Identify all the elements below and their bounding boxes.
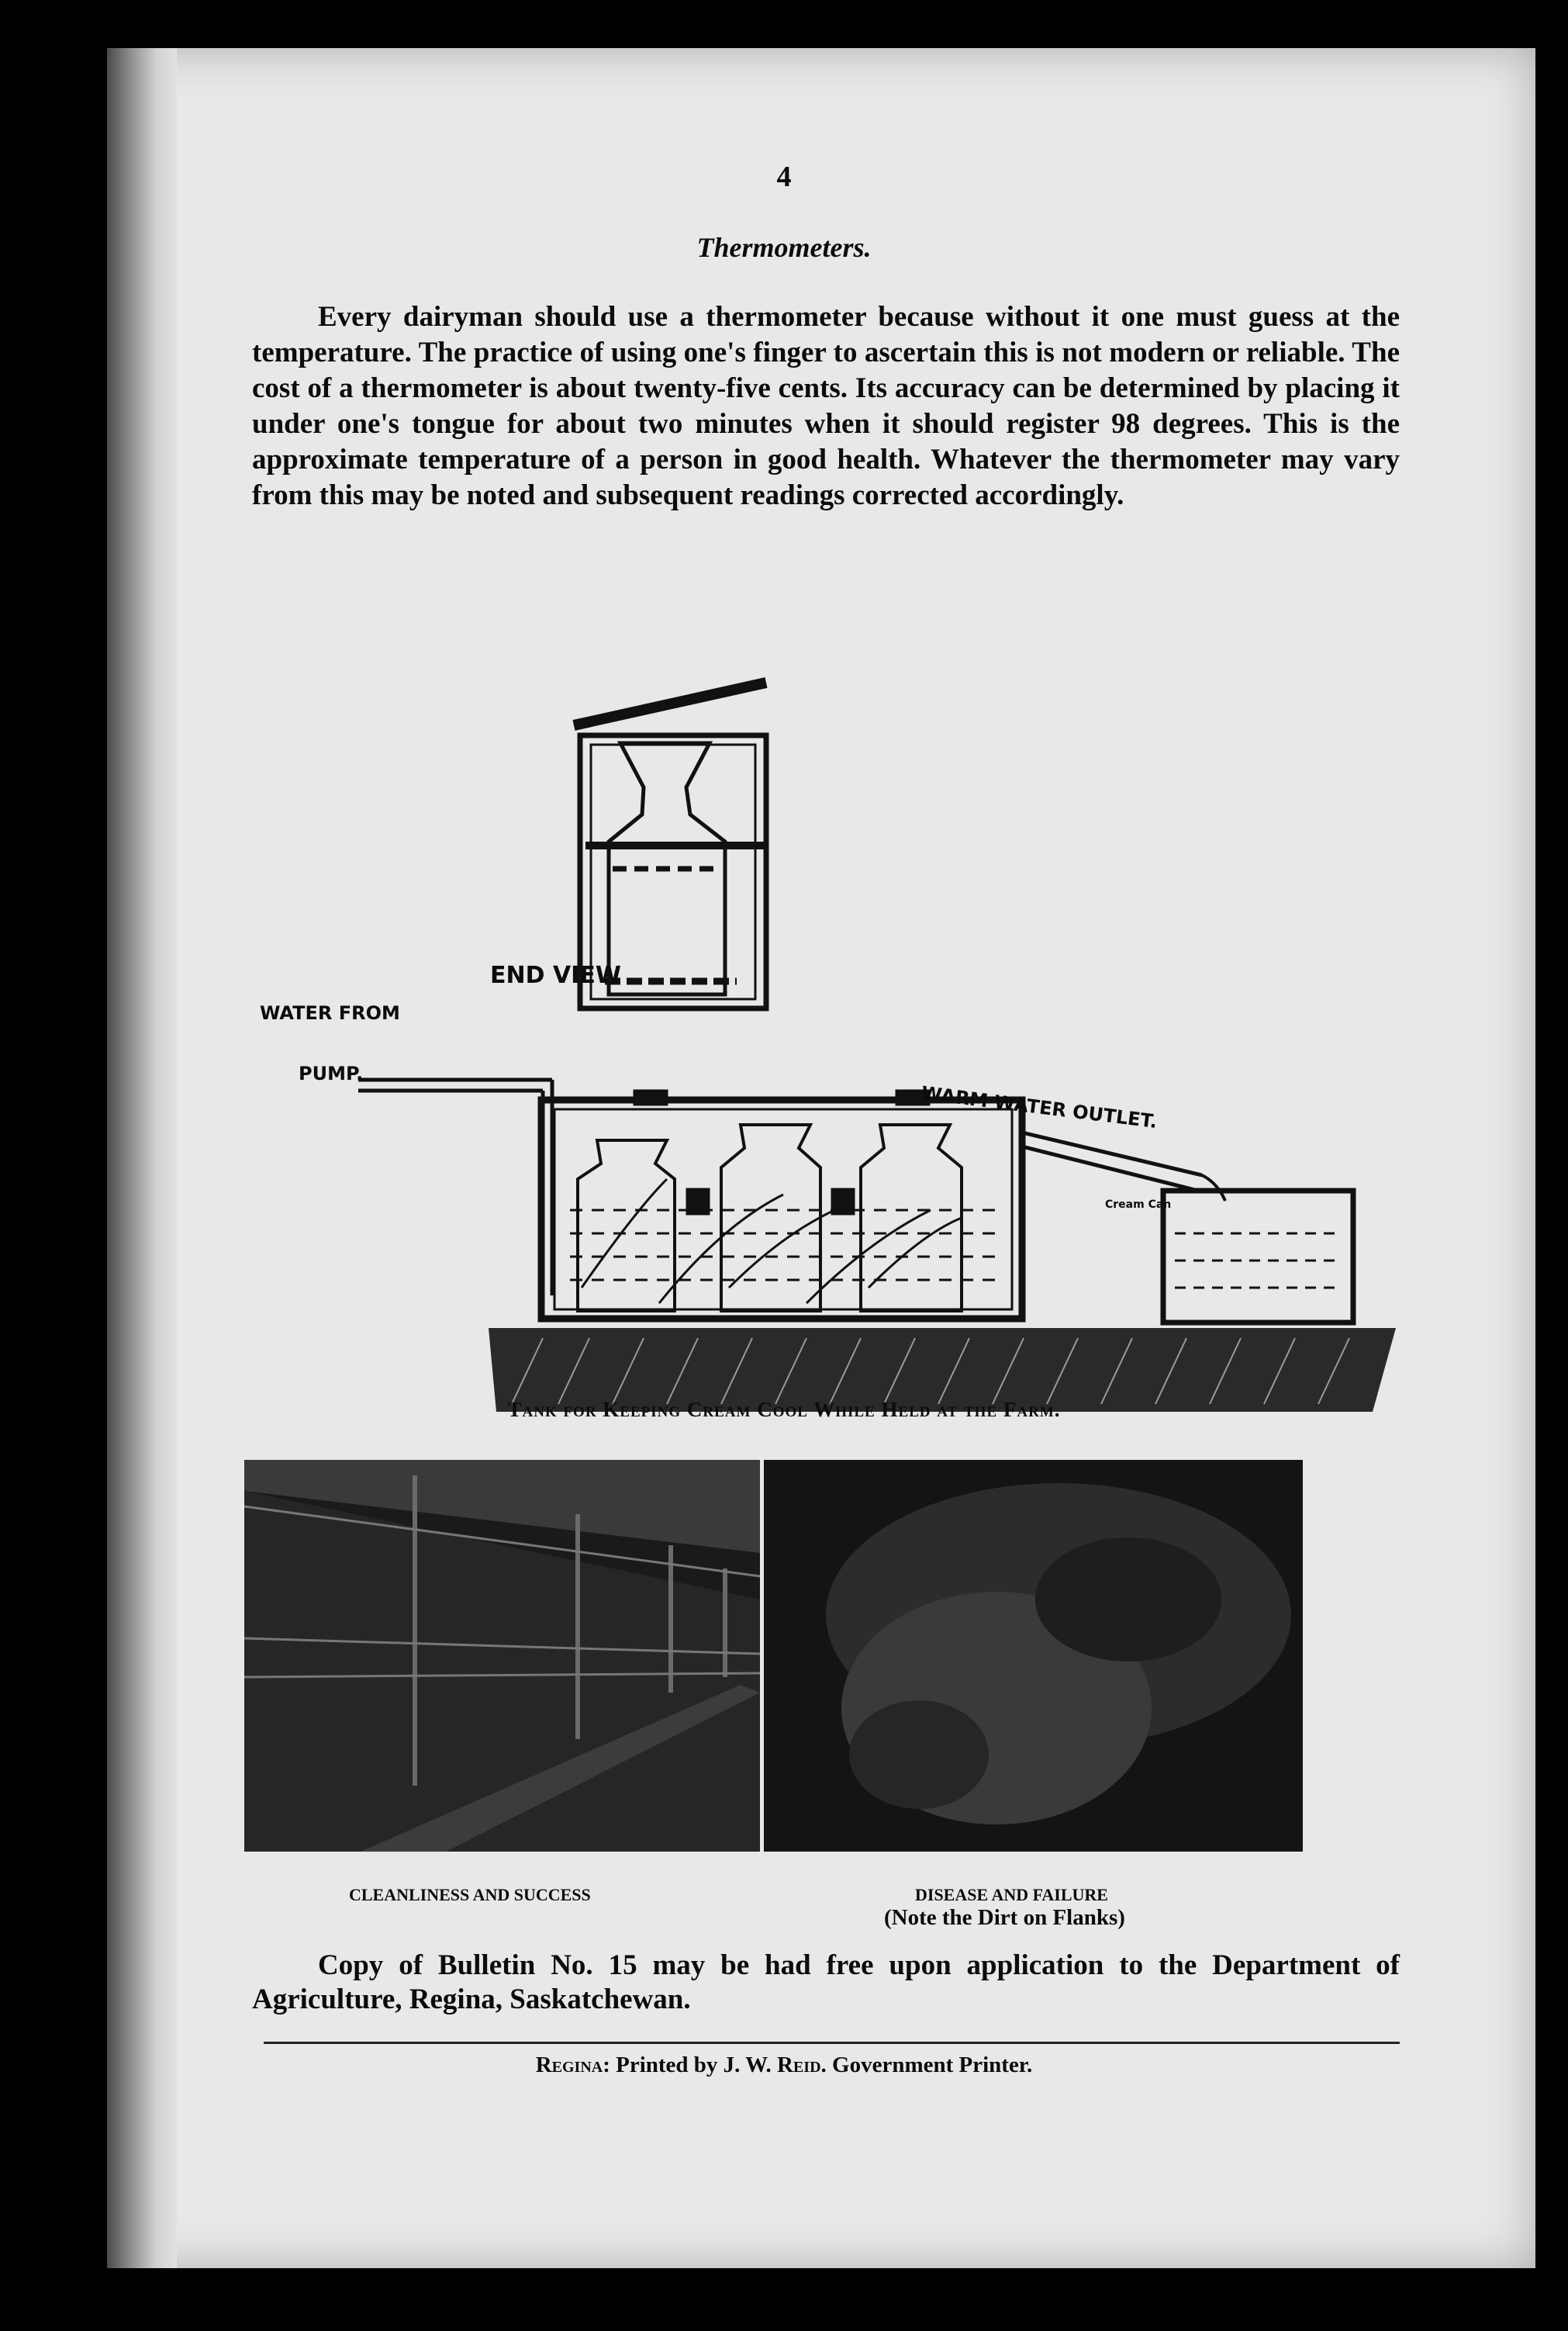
- photo-clean-barn: [244, 1460, 760, 1852]
- photo-caption-left: CLEANLINESS AND SUCCESS: [349, 1885, 591, 1904]
- cooling-tank: [541, 1092, 1022, 1319]
- photo-caption-right-note: (Note the Dirt on Flanks): [884, 1905, 1125, 1930]
- cream-can-label: Cream Can: [1105, 1198, 1172, 1211]
- page-number: 4: [776, 161, 792, 193]
- end-view-label: END VIEW: [490, 962, 621, 989]
- printer-tail: . Government Printer.: [820, 2053, 1033, 2077]
- figure-caption: Tank for Keeping Cream Cool While Held at the Farm.: [507, 1398, 1061, 1421]
- overflow-tank: [1163, 1191, 1353, 1323]
- warm-water-outlet-label: WARM WATER OUTLET.: [920, 1082, 1159, 1133]
- section-title: Thermometers.: [696, 232, 872, 263]
- printer-line: [0, 2053, 1568, 2078]
- printer-city: Regina: [535, 2053, 603, 2077]
- body-paragraph: Every dairyman should use a thermometer because without it one must guess at the temperature. The practice of using one's finger to ascertain this is not modern or reliable. The cost of a thermometer is about twenty-five cents. Its accuracy can be determined by placing it under one's tongue for about two minutes when it should register 98 degrees. This is the approximate temperature of a person in good health. Whatever the thermometer may vary from this may be noted and subsequent readings corrected accordingly.: [252, 301, 1400, 511]
- water-from-label: WATER FROM: [260, 1002, 400, 1024]
- end-view-box: [574, 683, 766, 1008]
- pump-label: PUMP.: [299, 1063, 364, 1084]
- printer-rest: : Printed by J. W.: [603, 2053, 777, 2077]
- bulletin-notice: Copy of Bulletin No. 15 may be had free upon application to the Department of Agriculture, Regina, Saskatchewan.: [252, 1949, 1400, 2015]
- divider-rule: [264, 2042, 1400, 2044]
- photo-dirty-cow: [764, 1460, 1303, 1852]
- printer-name: Reid: [777, 2053, 821, 2077]
- photo-caption-right: DISEASE AND FAILURE: [915, 1885, 1108, 1904]
- inlet-pipe: [358, 1080, 552, 1295]
